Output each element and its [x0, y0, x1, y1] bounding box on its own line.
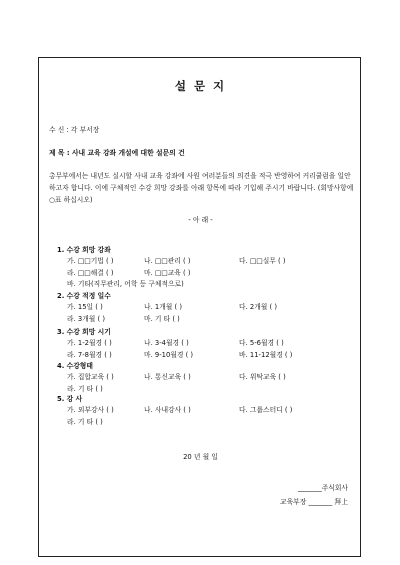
question-title: 5. 강 사	[57, 395, 83, 403]
question-option[interactable]: 가. 집합교육 ( )	[67, 373, 114, 381]
question-title: 3. 수강 희망 시기	[57, 328, 111, 336]
question-option[interactable]: 라. 기 타 ( )	[67, 417, 103, 426]
question-option[interactable]: 바. 11-12월경 ( )	[239, 350, 293, 359]
question-option[interactable]: 마. 9-10월경 ( )	[144, 350, 194, 359]
signer-line: 교육부장 _______ 拜上	[280, 498, 348, 506]
document-title: 설 문 지	[174, 79, 227, 93]
question-option[interactable]: 나. □□관리 ( )	[144, 257, 191, 265]
survey-document	[38, 57, 361, 557]
section-label: - 아 래 -	[188, 216, 213, 224]
question-option[interactable]: 가. □□기법 ( )	[67, 257, 114, 265]
question-title: 4. 수강형태	[57, 362, 93, 370]
question-option[interactable]: 라. 7-8월경 ( )	[67, 350, 112, 359]
question-option[interactable]: 바. 기타(직무관리, 어학 등 구체적으로)	[67, 280, 184, 288]
question-option[interactable]: 다. □□실무 ( )	[239, 257, 286, 265]
question-option[interactable]: 나. 통신교육 ( )	[144, 373, 191, 381]
question-option[interactable]: 마. □□교육 ( )	[144, 268, 191, 277]
question-option[interactable]: 가. 15일 ( )	[67, 303, 103, 311]
company-line: _______주식회사	[297, 484, 348, 492]
question-title: 2. 수강 적정 일수	[57, 292, 111, 300]
question-option[interactable]: 다. 2개월 ( )	[239, 303, 277, 311]
question-option[interactable]: 다. 위탁교육 ( )	[239, 373, 286, 381]
subject-line: 제 목 : 사내 교육 강좌 개설에 대한 설문의 건	[49, 149, 185, 157]
question-title: 1. 수강 희망 강좌	[57, 246, 111, 254]
question-option[interactable]: 가. 1-2월경 ( )	[67, 339, 112, 347]
question-option[interactable]: 다. 그룹스터디 ( )	[239, 406, 293, 414]
question-option[interactable]: 나. 1개월 ( )	[144, 303, 182, 311]
recipient-line: 수 신 : 각 부서장	[49, 126, 100, 134]
question-option[interactable]: 나. 사내강사 ( )	[144, 406, 191, 414]
question-option[interactable]: 라. 기 타 ( )	[67, 384, 103, 393]
intro-paragraph: 총무부에서는 내년도 실시할 사내 교육 강좌에 사원 여러분들의 의견을 적극 반영하여 커리큘럼을 일안하고자 합니다. 이에 구체적인 수강 희망 강좌를 아래 항목에 따라 기입해 주시기 바랍니다. (회망사항에 ○표 하십시오)	[49, 172, 354, 204]
question-option[interactable]: 마. 기 타 ( )	[144, 314, 180, 323]
question-option[interactable]: 나. 3-4월경 ( )	[144, 339, 189, 347]
question-option[interactable]: 라. □□해결 ( )	[67, 268, 114, 277]
date-line: 20 년 월 일	[183, 453, 218, 461]
question-option[interactable]: 가. 외부강사 ( )	[67, 406, 114, 414]
question-option[interactable]: 다. 5-6월경 ( )	[239, 339, 284, 347]
question-option[interactable]: 라. 3개월 ( )	[67, 314, 105, 323]
